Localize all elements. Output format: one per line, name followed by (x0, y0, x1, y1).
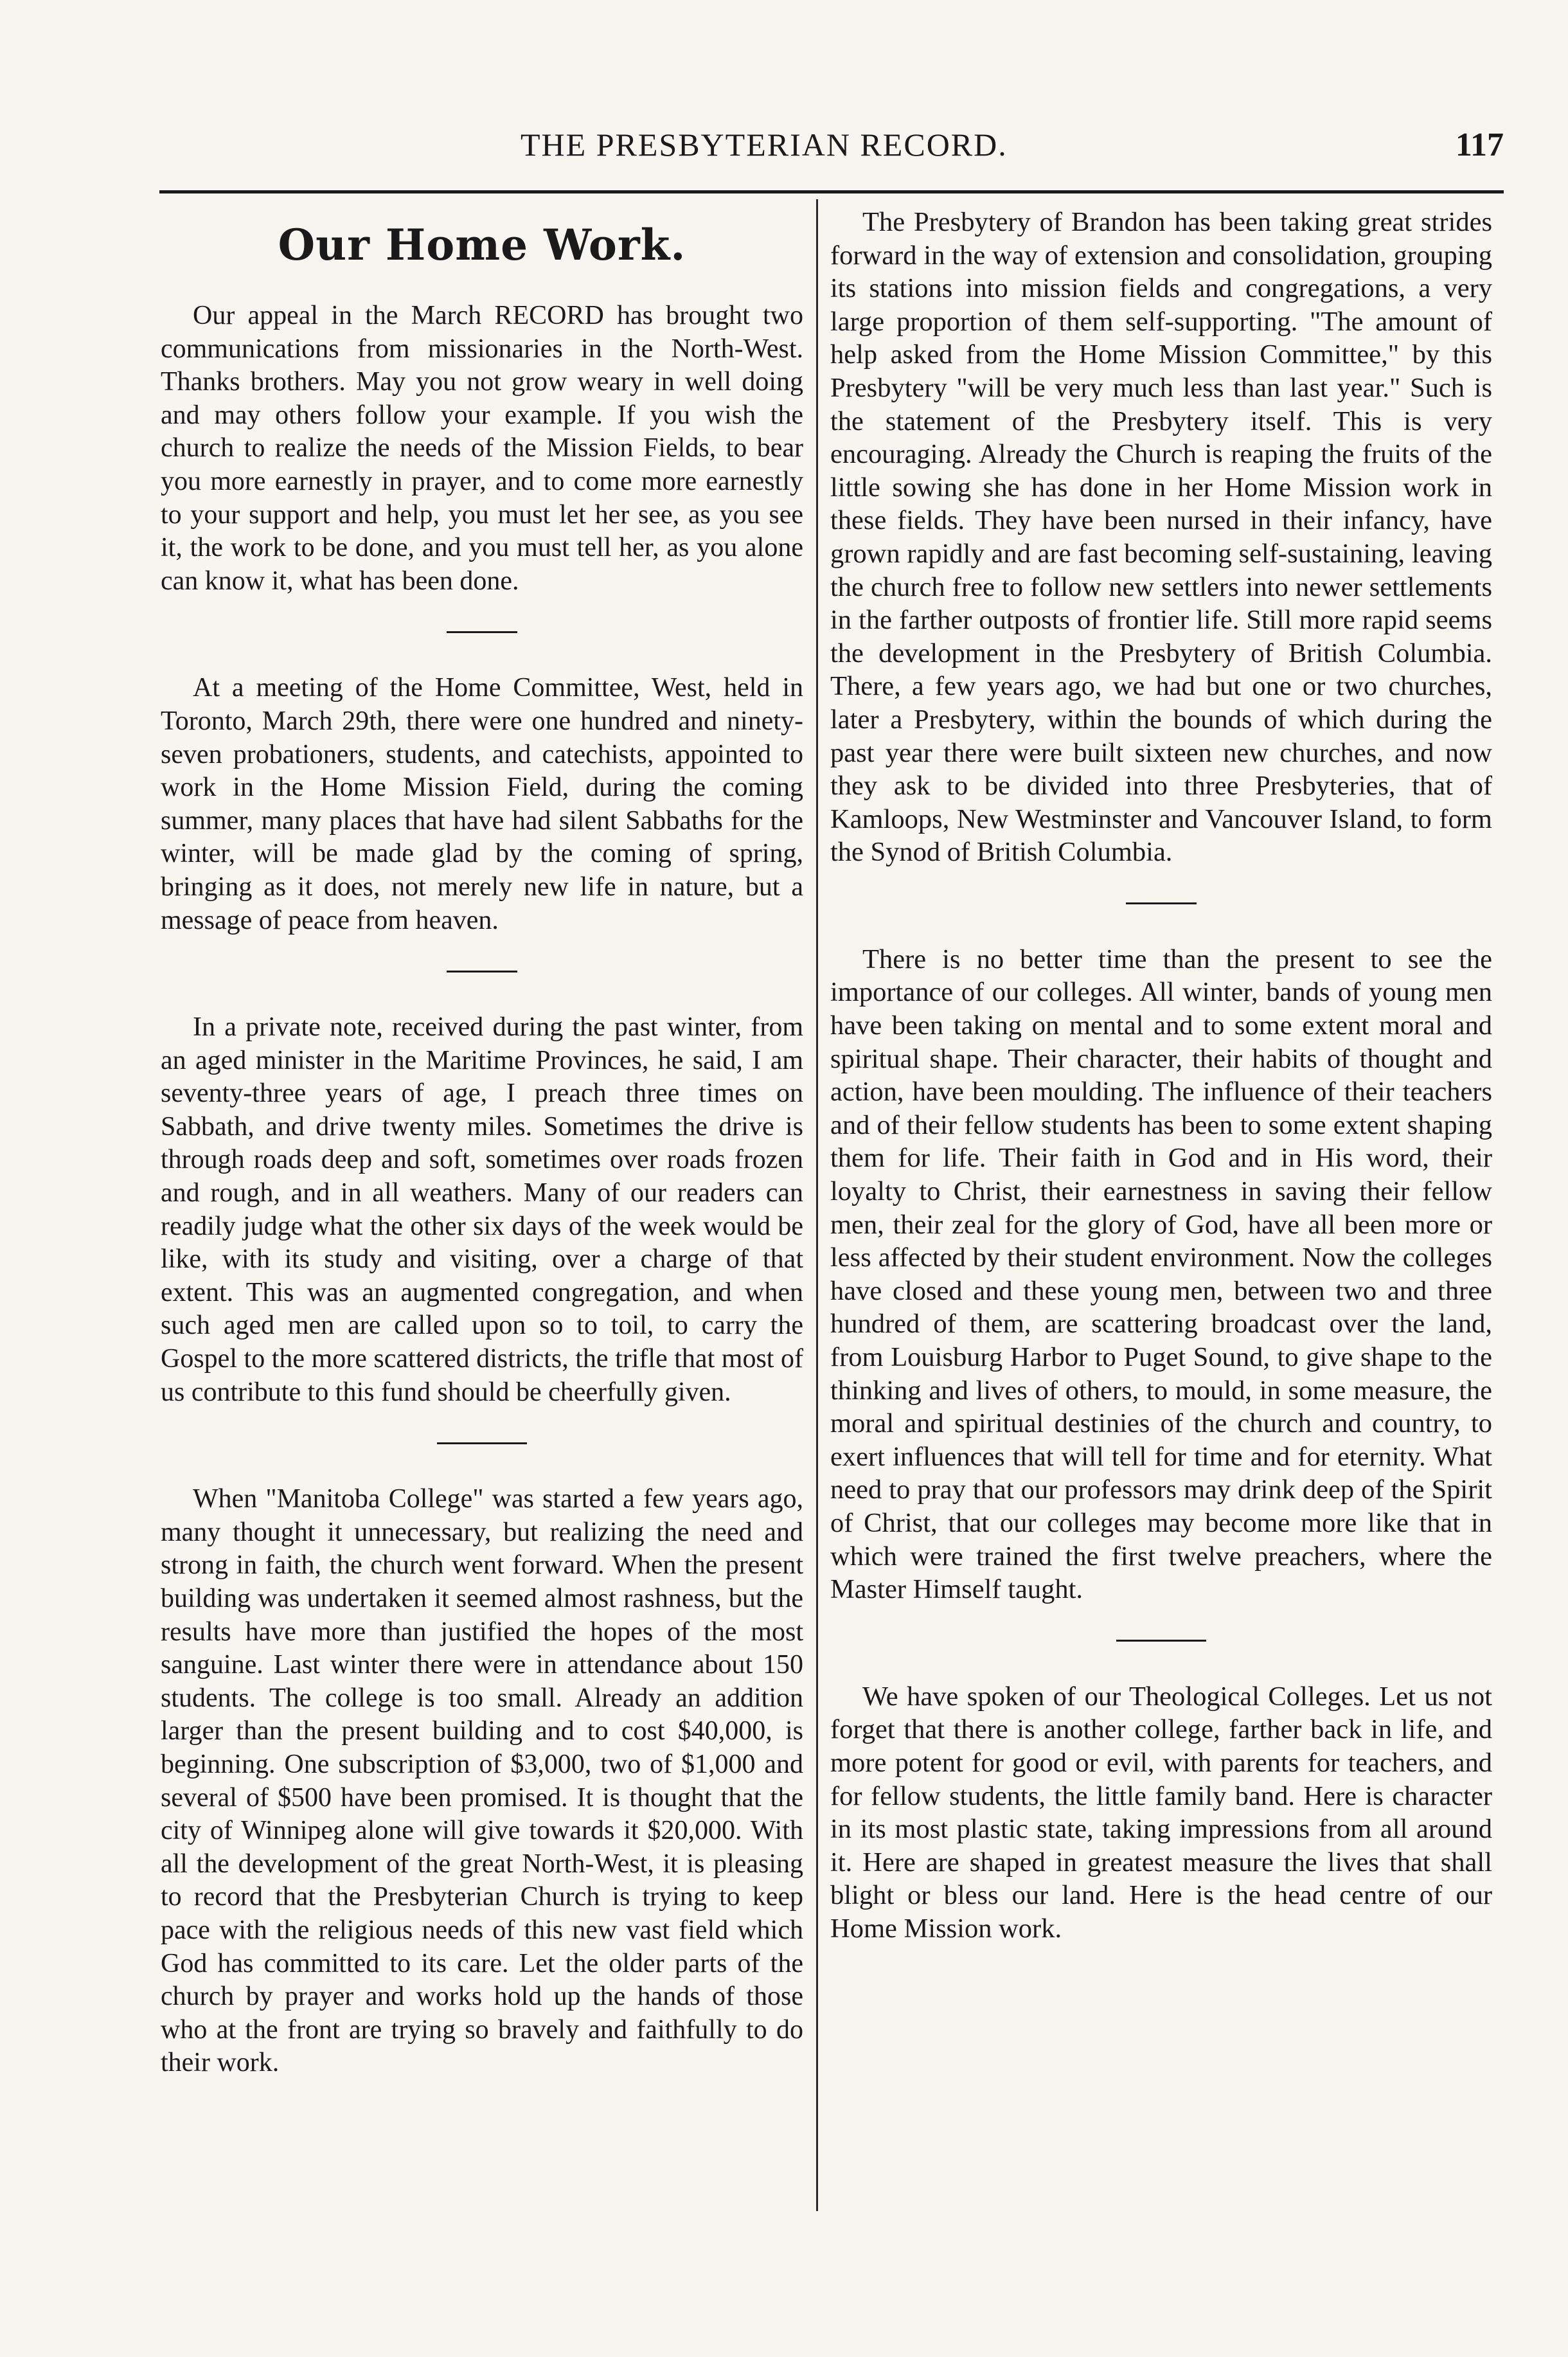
paragraph: The Presbytery of Brandon has been taking great strides forward in the way of extension and consolidation, grouping its stations into mission fields and congregations, a very large proportion of them self-supporting. "The amount of help asked from the Home Mission Committee," by this Presbytery "will be very much less than last year." Such is the statement of the Presbytery itself. This is very encouraging. Already the Church is reaping the fruits of the little sowing she has done in her Home Mission work in these fields. They have been nursed in their infancy, have grown rapidly and are fast becoming self-sustaining, leaving the church free to follow new settlers into newer settlements in the farther outposts of frontier life. Still more rapid seems the development in the Presbytery of British Columbia. There, a few years ago, we had but one or two churches, later a Presbytery, within the bounds of which during the past year there were built sixteen new churches, and now they ask to be divided into three Presbyteries, that of Kamloops, New Westminster and Vancouver Island, to form the Synod of British Columbia. (830, 207, 1492, 868)
paragraph: We have spoken of our Theological Colleges. Let us not forget that there is another college, farther back in life, and more potent for good or evil, with parents for teachers, and for fellow students, the little family band. Here is character in its most plastic state, taking impressions from all around it. Here are shaped in greatest measure the lives that shall blight or bless our land. Here is the head centre of our Home Mission work. (830, 1681, 1492, 1944)
column-divider (816, 199, 818, 2211)
running-title: THE PRESBYTERIAN RECORD. (521, 127, 1008, 163)
section-separator (1126, 902, 1197, 904)
left-column (161, 206, 803, 2080)
paragraph: Our appeal in the March RECORD has brought two communications from missionaries in the North-West. Thanks brothers. May you not grow weary in well doing and may others follow your example. If you wish the church to realize the needs of the Mission Fields, to bear you more earnestly in prayer, and to come more earnestly to your support and help, you must let her see, as you see it, the work to be done, and you must tell her, as you alone can know it, what has been done. (161, 301, 803, 596)
paragraph: In a private note, received during the past winter, from an aged minister in the Maritime Provinces, he said, I am seventy-three years of age, I preach three times on Sabbath, and drive twenty miles. Sometimes the drive is through roads deep and soft, sometimes over roads frozen and rough, and in all weathers. Many of our readers can readily judge what the other six days of the week would be like, with its study and visiting, over a charge of that extent. This was an augmented congregation, and when such aged men are called upon so to toil, to carry the Gospel to the more scattered districts, the trifle that most of us contribute to this fund should be cheerfully given. (161, 1012, 803, 1407)
right-column (830, 206, 1492, 1946)
section-separator (437, 1442, 527, 1444)
paragraph: At a meeting of the Home Committee, West, held in Toronto, March 29th, there were one hundred and ninety-seven probationers, students, and catechists, appointed to work in the Home Mission Field, during the coming summer, many places that have had silent Sabbaths for the winter, will be made glad by the coming of spring, bringing as it does, not merely new life in nature, but a message of peace from heaven. (161, 673, 803, 935)
section-separator (447, 971, 517, 972)
section-separator (1116, 1640, 1206, 1642)
section-separator (447, 631, 517, 633)
running-head (161, 126, 1504, 177)
page-number: 117 (1455, 127, 1504, 163)
header-rule (159, 190, 1504, 193)
paragraph: There is no better time than the present to see the importance of our colleges. All winter, bands of young men have been taking on mental and to some extent moral and spiritual shape. Their character, their habits of thought and action, have been moulding. The influence of their teachers and of their fellow students has been to some extent shaping them for life. Their faith in God and in His word, their loyalty to Christ, their earnestness in saving their fellow men, their zeal for the glory of God, have all been more or less affected by their student environment. Now the colleges have closed and these young men, between two and three hundred of them, are scattering broadcast over the land, from Louisburg Harbor to Puget Sound, to give shape to the thinking and lives of others, to mould, in some measure, the moral and spiritual destinies of the church and country, to exert influences that will tell for time and for eternity. What need to pray that our professors may drink deep of the Spirit of Christ, that our colleges may become more like that in which were trained the first twelve preachers, where the Master Himself taught. (830, 944, 1492, 1605)
paragraph: When "Manitoba College" was started a few years ago, many thought it unnecessary, but realizing the need and strong in faith, the church went forward. When the present building was undertaken it seemed almost rashness, but the results have more than justified the hopes of the most sanguine. Last winter there were in attendance about 150 students. The college is too small. Already an addition larger than the present building and to cost $40,000, is beginning. One subscription of $3,000, two of $1,000 and several of $500 have been promised. It is thought that the city of Winnipeg alone will give towards it $20,000. With all the development of the great North-West, it is pleasing to record that the Presbyterian Church is trying to keep pace with the religious needs of this new vast field which God has committed to its care. Let the older parts of the church by prayer and works hold up the hands of those who at the front are trying so bravely and faithfully to do their work. (161, 1484, 803, 2078)
section-title: Our Home Work. (278, 220, 686, 270)
